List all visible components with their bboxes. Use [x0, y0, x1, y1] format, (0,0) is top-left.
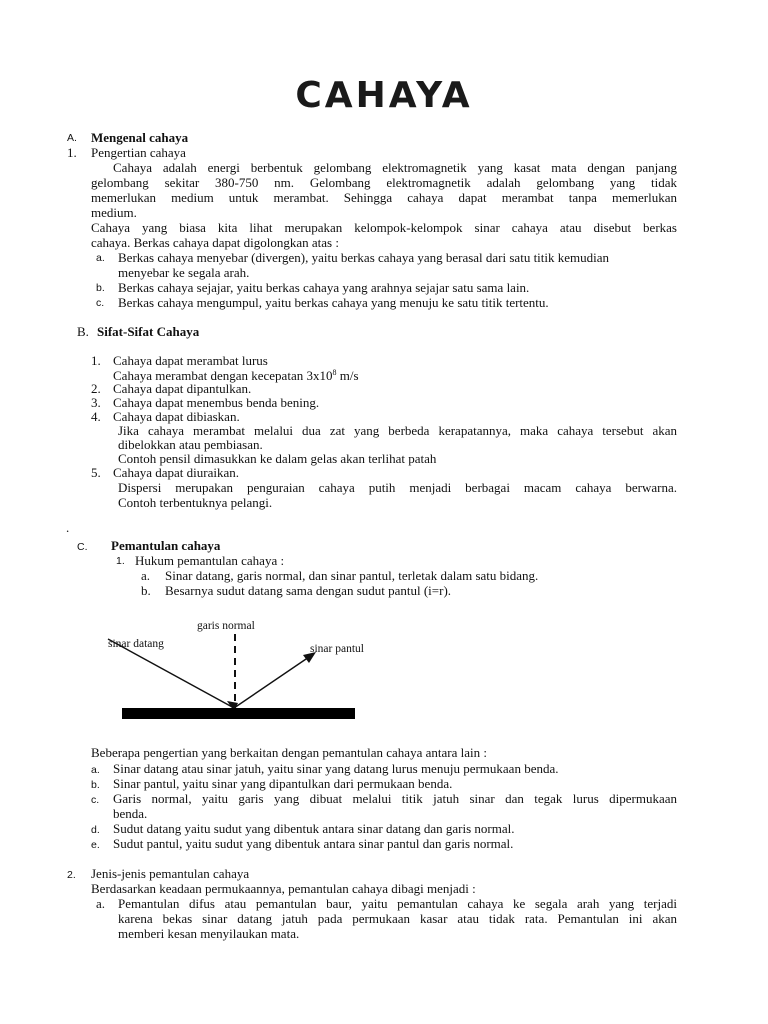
list-item: Cahaya dapat dibiaskan.: [113, 409, 240, 424]
section-a-item1-marker: 1.: [67, 145, 77, 160]
definition-line: medium.: [91, 205, 137, 220]
list-marker: a.: [96, 252, 105, 264]
paragraph-line: Beberapa pengertian yang berkaitan dengan pemantulan cahaya antara lain :: [91, 745, 487, 760]
list-item: Berkas cahaya sejajar, yaitu berkas cahaya yang arahnya sejajar satu sama lain.: [118, 280, 530, 295]
list-marker: a.: [96, 896, 106, 911]
section-a-item1-label: Pengertian cahaya: [91, 145, 186, 160]
list-detail: Contoh pensil dimasukkan ke dalam gelas akan terlihat patah: [118, 451, 437, 466]
list-marker: 1.: [91, 353, 101, 368]
section-b-marker: B.: [77, 324, 89, 339]
list-marker: b.: [141, 583, 151, 598]
list-marker: a.: [91, 764, 100, 776]
list-item: Cahaya dapat dipantulkan.: [113, 381, 252, 396]
list-item: Besarnya sudut datang sama dengan sudut pantul (i=r).: [165, 583, 452, 598]
list-marker: c.: [96, 297, 105, 309]
list-item: Pemantulan difus atau pemantulan baur, yaitu pemantulan cahaya ke segala arah yang terjadi: [118, 896, 677, 911]
list-item: Berkas cahaya menyebar (divergen), yaitu berkas cahaya yang berasal dari satu titik kemudian: [118, 250, 610, 265]
speed-of-light-line: Cahaya merambat dengan kecepatan $3x10^8$ m/s: [113, 368, 359, 383]
list-detail: Jika cahaya merambat melalui dua zat yang berbeda kerapatannya, maka cahaya tersebut akan: [118, 423, 677, 438]
list-item: menyebar ke segala arah.: [118, 265, 250, 280]
paragraph-line: Berdasarkan keadaan permukaannya, pemantulan cahaya dibagi menjadi :: [91, 881, 476, 896]
list-detail: dibelokkan atau pembiasan.: [118, 437, 263, 452]
list-detail: Contoh terbentuknya pelangi.: [118, 495, 273, 510]
list-item: Sudut datang yaitu sudut yang dibentuk antara sinar datang dan garis normal.: [113, 821, 515, 836]
definition-line: gelombang sekitar 380-750 nm. Gelombang elektromagnetik adalah gelombang yang tidak: [91, 175, 677, 190]
list-item: Cahaya dapat menembus benda bening.: [113, 395, 320, 410]
list-marker: 2.: [91, 381, 101, 396]
list-marker: d.: [91, 824, 100, 836]
reflecting-surface: [122, 708, 355, 719]
reflected-ray: [234, 657, 309, 708]
list-marker: e.: [91, 839, 100, 851]
section-a-heading: Mengenal cahaya: [91, 130, 189, 145]
stray-dot: .: [66, 520, 70, 535]
section-a-marker: A.: [67, 132, 77, 144]
list-marker: b.: [96, 282, 105, 294]
list-marker: b.: [91, 779, 100, 791]
paragraph-line: Cahaya yang biasa kita lihat merupakan kelompok-kelompok sinar cahaya atau disebut berkas: [91, 220, 677, 235]
list-item: Cahaya dapat merambat lurus: [113, 353, 268, 368]
label-sinar-pantul: sinar pantul: [310, 643, 364, 655]
reflection-diagram: [0, 612, 768, 742]
section-c-marker: C.: [77, 541, 88, 553]
page-title: CAHAYA: [295, 75, 473, 116]
definition-line: memerlukan medium untuk merambat. Sehingga cahaya dapat merambat tanpa memerlukan: [91, 190, 677, 205]
list-item: Sinar datang, garis normal, dan sinar pantul, terletak dalam satu bidang.: [165, 568, 539, 583]
list-marker: a.: [141, 568, 151, 583]
list-marker: 3.: [91, 395, 101, 410]
list-item: Sinar datang atau sinar jatuh, yaitu sinar yang datang lurus menuju permukaan benda.: [113, 761, 559, 776]
list-marker: 5.: [91, 465, 101, 480]
subheading: Hukum pemantulan cahaya :: [135, 553, 285, 568]
list-item: Berkas cahaya mengumpul, yaitu berkas cahaya yang menuju ke satu titik tertentu.: [118, 295, 549, 310]
list-marker: c.: [91, 794, 100, 806]
section-c-heading: Pemantulan cahaya: [111, 538, 221, 553]
list-item: Cahaya dapat diuraikan.: [113, 465, 239, 480]
list-item: Garis normal, yaitu garis yang dibuat melalui titik jatuh sinar dan tegak lurus dipermukaan: [113, 791, 677, 806]
list-item: Sudut pantul, yaitu sudut yang dibentuk antara sinar pantul dan garis normal.: [113, 836, 514, 851]
label-garis-normal: garis normal: [197, 620, 255, 632]
list-item: memberi kesan menyilaukan mata.: [118, 926, 300, 941]
list-item: Sinar pantul, yaitu sinar yang dipantulkan dari permukaan benda.: [113, 776, 453, 791]
list-item: benda.: [113, 806, 148, 821]
paragraph-line: cahaya. Berkas cahaya dapat digolongkan atas :: [91, 235, 339, 250]
definition-line: Cahaya adalah energi berbentuk gelombang elektromagnetik yang kasat mata dengan panjang: [113, 160, 677, 175]
label-sinar-datang: sinar datang: [108, 638, 164, 650]
list-detail: Dispersi merupakan penguraian cahaya putih menjadi berbagai macam cahaya berwarna.: [118, 480, 677, 495]
section-b-heading: Sifat-Sifat Cahaya: [97, 324, 200, 339]
list-marker: 2.: [67, 869, 76, 881]
list-marker: 4.: [91, 409, 101, 424]
subheading: Jenis-jenis pemantulan cahaya: [91, 866, 250, 881]
list-marker: 1.: [116, 555, 125, 567]
list-item: karena bekas sinar datang jatuh pada permukaan kasar atau tidak rata. Pemantulan ini akan: [118, 911, 677, 926]
